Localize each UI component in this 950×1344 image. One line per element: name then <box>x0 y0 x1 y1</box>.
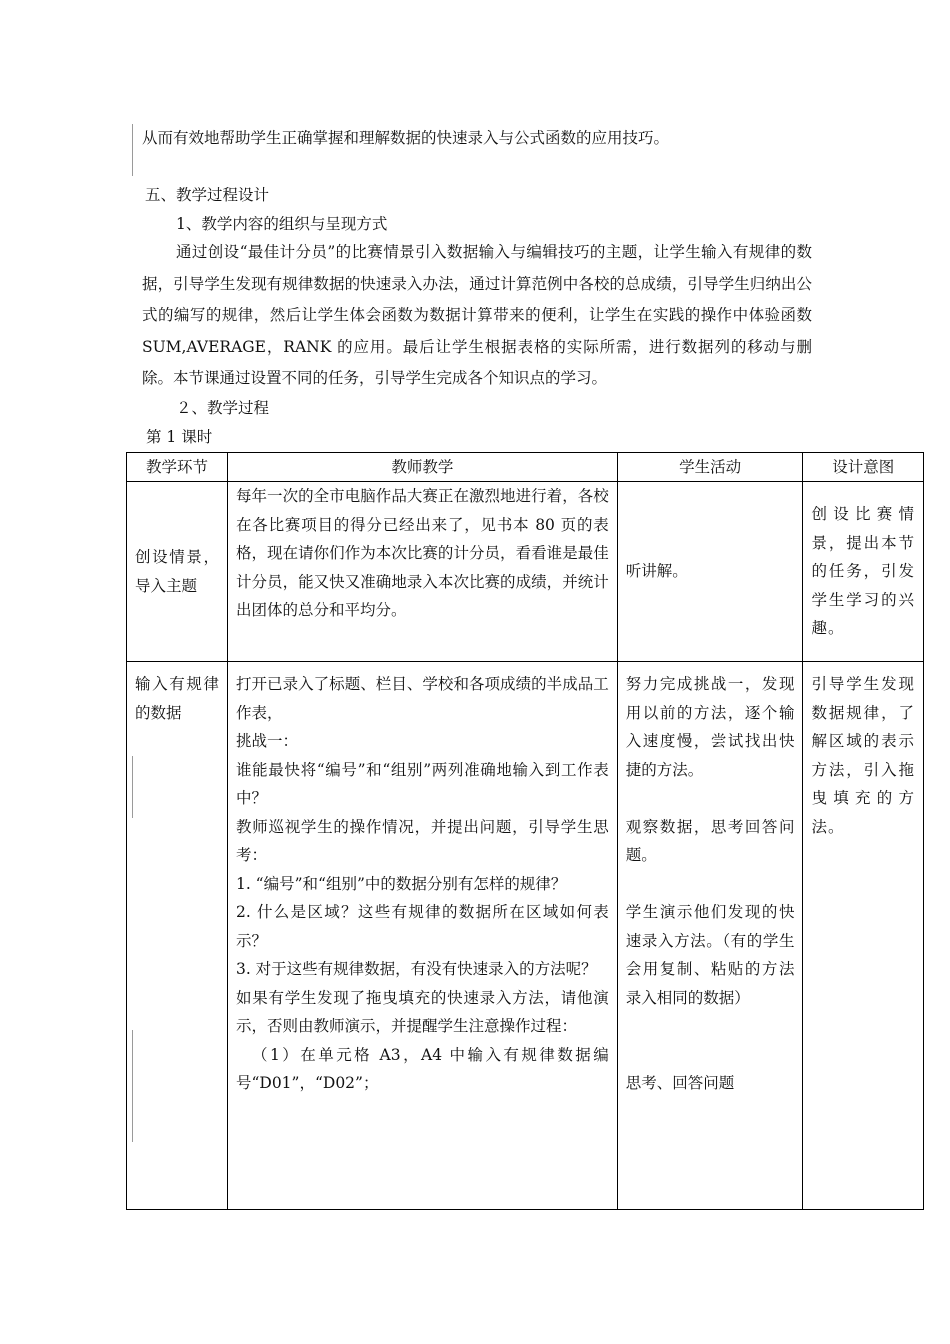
student-cell <box>617 662 803 1210</box>
subsection-heading: ２、教学过程 <box>176 399 270 417</box>
teacher-line: 1. “编号”和“组别”中的数据分别有怎样的规律？ <box>235 874 567 893</box>
teacher-line: 打开已录入了标题、栏目、学校和各项成绩的半成品工作表， <box>235 675 609 722</box>
stage-cell: 输入有规律的数据 <box>127 662 228 1210</box>
spacer <box>626 870 795 899</box>
period-label: 第 1 课时 <box>146 428 213 446</box>
header-cell: 学生活动 <box>617 453 803 482</box>
teacher-line: 3. 对于这些有规律数据，有没有快速录入的方法呢？ <box>235 960 597 978</box>
spacer <box>626 1012 795 1041</box>
spacer <box>626 784 795 813</box>
intent-cell: 引导学生发现数据规律，了解区域的表示方法，引入拖曳填充的方法。 <box>803 662 924 1210</box>
spacer <box>626 1041 795 1070</box>
table-row <box>127 482 924 662</box>
student-cell: 听讲解。 <box>617 482 803 662</box>
teacher-line: 2. 什么是区域？这些有规律的数据所在区域如何表示？ <box>235 903 609 950</box>
student-line: 努力完成挑战一，发现用以前的方法，逐个输入速度慢，尝试找出快捷的方法。 <box>625 675 795 779</box>
table-row <box>127 662 924 1210</box>
intro-line: 从而有效地帮助学生正确掌握和理解数据的快速录入与公式函数的应用技巧。 <box>142 129 670 147</box>
revision-bar <box>132 124 133 176</box>
header-cell: 教师教学 <box>227 453 617 482</box>
student-line: 学生演示他们发现的快速录入方法。（有的学生会用复制、粘贴的方法录入相同的数据） <box>625 903 795 1007</box>
subsection-heading: 1、教学内容的组织与呈现方式 <box>176 215 388 233</box>
student-line: 观察数据，思考回答问题。 <box>625 817 795 864</box>
intent-cell: 创设比赛情景，提出本节的任务，引发学生学习的兴趣。 <box>803 482 924 662</box>
teacher-cell: 每年一次的全市电脑作品大赛正在激烈地进行着，各校在各比赛项目的得分已经出来了，见书本 80 页的表格，现在请你们作为本次比赛的计分员，看看谁是最佳计分员，能又快又准确地录入本次比赛的成绩，并统计出团体的总分和平均分。 <box>227 482 617 662</box>
body-paragraph: 通过创设“最佳计分员”的比赛情景引入数据输入与编辑技巧的主题，让学生输入有规律的数据，引导学生发现有规律数据的快速录入办法，通过计算范例中各校的总成绩，引导学生归纳出公式的编写的规律，然后让学生体会函数为数据计算带来的便利，让学生在实践的操作中体验函数 SUM,AVERAGE，RANK 的应用。最后让学生根据表格的实际所需，进行数据列的移动与删除。本节课通过设置不同的任务，引导学生完成各个知识点的学习。 <box>142 243 812 387</box>
teacher-line: （1）在单元格 A3，A4 中输入有规律数据编号“D01”，“D02”； <box>235 1045 609 1092</box>
teacher-line: 教师巡视学生的操作情况，并提出问题，引导学生思考： <box>235 817 609 864</box>
stage-cell: 创设情景，导入主题 <box>127 482 228 662</box>
section-heading: 五、教学过程设计 <box>145 186 270 204</box>
teacher-line: 挑战一： <box>235 732 298 750</box>
header-cell: 教学环节 <box>127 453 228 482</box>
teacher-cell <box>227 662 617 1210</box>
table-header-row <box>127 453 924 482</box>
lesson-table <box>126 452 924 1210</box>
header-cell: 设计意图 <box>803 453 924 482</box>
teacher-line: 如果有学生发现了拖曳填充的快速录入方法，请他演示，否则由教师演示，并提醒学生注意操作过程： <box>235 988 609 1035</box>
student-line: 思考、回答问题 <box>625 1074 735 1092</box>
teacher-line: 谁能最快将“编号”和“组别”两列准确地输入到工作表中？ <box>235 760 609 807</box>
